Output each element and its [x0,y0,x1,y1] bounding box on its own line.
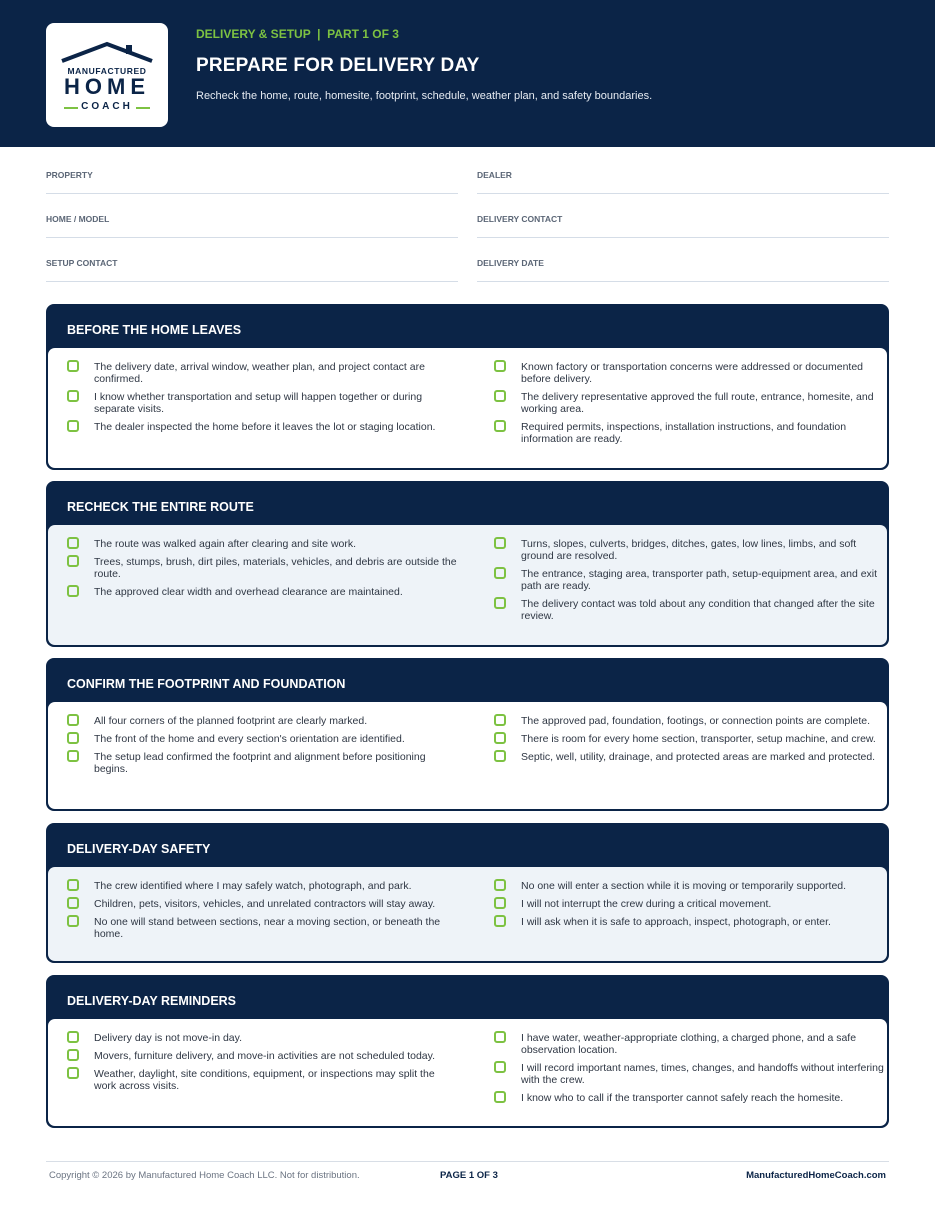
section-body [48,867,887,961]
checkbox-icon[interactable] [494,1061,506,1073]
setup-contact-label: SETUP CONTACT [46,258,118,268]
checklist-item-text: No one will stand between sections, near a moving section, or beneath the home. [94,916,441,940]
checklist-item-text: The approved pad, foundation, footings, or connection points are complete. [521,715,871,727]
checklist-item-text: The crew identified where I may safely watch, photograph, and park. [94,880,412,892]
section-delivery-day-reminders [46,975,889,1128]
checkbox-icon[interactable] [67,714,79,726]
checklist-item[interactable] [494,1062,886,1086]
section-title: RECHECK THE ENTIRE ROUTE [67,500,254,514]
checklist-item-text: Trees, stumps, brush, dirt piles, materials, vehicles, and debris are outside the route. [94,556,457,580]
checklist-item-text: The front of the home and every section's orientation are identified. [94,733,405,745]
checklist-left [67,538,457,604]
page-header [0,0,935,147]
checklist-right [494,361,886,451]
section-title: DELIVERY-DAY REMINDERS [67,994,237,1008]
checklist-item-text: Children, pets, visitors, vehicles, and unrelated contractors will stay away. [94,898,436,910]
footer-page-number: PAGE 1 OF 3 [440,1170,498,1181]
checkbox-icon[interactable] [67,390,79,402]
page-subtitle: Recheck the home, route, homesite, footprint, schedule, weather plan, and safety boundaries. [196,90,653,102]
checklist-item[interactable] [494,715,886,727]
checklist-item[interactable] [67,556,457,580]
checkbox-icon[interactable] [494,420,506,432]
checklist-left [67,361,457,439]
checkbox-icon[interactable] [67,750,79,762]
checklist-item[interactable] [67,391,457,415]
checklist-item[interactable] [494,898,886,910]
checkbox-icon[interactable] [494,879,506,891]
checklist-item[interactable] [67,880,457,892]
checklist-item-text: There is room for every home section, transporter, setup machine, and crew. [521,733,876,745]
checklist-item-text: Septic, well, utility, drainage, and protected areas are marked and protected. [521,751,876,763]
checklist-item[interactable] [67,586,457,598]
checklist-right [494,715,886,769]
checklist-item[interactable] [494,421,886,445]
checklist-item-text: The entrance, staging area, transporter path, setup-equipment area, and exit path are ready. [521,568,878,592]
footer-divider [46,1161,889,1162]
checklist-item[interactable] [67,421,457,433]
checklist-item[interactable] [67,1068,457,1092]
property-field[interactable] [46,170,458,194]
logo-text-coach: COACH [81,101,133,112]
section-delivery-day-safety [46,823,889,963]
checklist-item[interactable] [494,568,886,592]
checklist-item[interactable] [494,1032,886,1056]
checklist-item-text: All four corners of the planned footprint are clearly marked. [94,715,368,727]
section-body [48,1019,887,1126]
checklist-item-text: The setup lead confirmed the footprint and alignment before positioning begins. [94,751,426,775]
checklist-item-text: Movers, furniture delivery, and move-in activities are not scheduled today. [94,1050,436,1062]
section-body [48,525,887,645]
checkbox-icon[interactable] [67,879,79,891]
checklist-item[interactable] [67,916,457,940]
checkbox-icon[interactable] [494,1091,506,1103]
checklist-item[interactable] [494,598,886,622]
checkbox-icon[interactable] [494,915,506,927]
checklist-item[interactable] [494,391,886,415]
checklist-item[interactable] [494,538,886,562]
logo-text-manufactured: MANUFACTURED [67,66,147,76]
checklist-right [494,1032,886,1110]
checkbox-icon[interactable] [67,1067,79,1079]
checklist-item[interactable] [494,916,886,928]
checklist-item-text: The approved clear width and overhead clearance are maintained. [94,586,403,598]
property-label: PROPERTY [46,170,93,180]
checklist-item[interactable] [67,1032,457,1044]
checklist-item[interactable] [494,1092,886,1104]
checklist-item[interactable] [67,361,457,385]
checkbox-icon[interactable] [67,537,79,549]
checklist-item[interactable] [67,1050,457,1062]
checkbox-icon[interactable] [67,420,79,432]
footer-website-link[interactable]: ManufacturedHomeCoach.com [746,1170,886,1181]
section-title: CONFIRM THE FOOTPRINT AND FOUNDATION [67,677,346,691]
checklist-item-text: I know whether transportation and setup will happen together or during separate visits. [94,391,423,415]
checklist-item-text: Delivery day is not move-in day. [94,1032,243,1044]
delivery-contact-field[interactable] [477,214,889,238]
checkbox-icon[interactable] [494,714,506,726]
checkbox-icon[interactable] [494,750,506,762]
checklist-item-text: The delivery representative approved the full route, entrance, homesite, and working area. [521,391,874,415]
delivery-date-field[interactable] [477,258,889,282]
checklist-item-text: The delivery contact was told about any condition that changed after the site review. [521,598,875,622]
brand-logo [46,23,168,127]
logo-text-home: HOME [64,74,150,99]
checklist-right [494,538,886,628]
checklist-item-text: I know who to call if the transporter cannot safely reach the homesite. [521,1092,844,1104]
logo-dash-right [136,107,150,109]
checklist-item[interactable] [67,538,457,550]
checkbox-icon[interactable] [67,585,79,597]
setup-contact-field[interactable] [46,258,458,282]
house-roof-icon [60,41,154,63]
checklist-item-text: Known factory or transportation concerns were addressed or documented before delivery. [521,361,864,385]
checkbox-icon[interactable] [494,732,506,744]
section-title: BEFORE THE HOME LEAVES [67,323,242,337]
section-body [48,702,887,809]
checklist-item[interactable] [494,361,886,385]
checklist-item[interactable] [67,733,457,745]
home-model-field[interactable] [46,214,458,238]
checklist-item[interactable] [67,898,457,910]
section-footprint-foundation [46,658,889,811]
dealer-field[interactable] [477,170,889,194]
section-body [48,348,887,468]
dealer-label: DEALER [477,170,512,180]
checklist-item-text: I will ask when it is safe to approach, inspect, photograph, or enter. [521,916,831,928]
section-recheck-route [46,481,889,647]
section-before-home-leaves [46,304,889,470]
checklist-item-text: The delivery date, arrival window, weather plan, and project contact are confirmed. [94,361,425,385]
checkbox-icon[interactable] [67,1031,79,1043]
home-model-label: HOME / MODEL [46,214,110,224]
checkbox-icon[interactable] [494,897,506,909]
checklist-item-text: Weather, daylight, site conditions, equipment, or inspections may split the work across visits. [94,1068,435,1092]
page-title: PREPARE FOR DELIVERY DAY [196,55,480,76]
checklist-item[interactable] [494,733,886,745]
checkbox-icon[interactable] [67,897,79,909]
checkbox-icon[interactable] [494,360,506,372]
checklist-item-text: The route was walked again after clearing and site work. [94,538,357,550]
checklist-item-text: I have water, weather-appropriate clothing, a charged phone, and a safe observation location. [521,1032,857,1056]
checklist-left [67,715,457,781]
checklist-item[interactable] [67,751,457,775]
checklist-left [67,880,457,946]
checklist-item-text: Required permits, inspections, installation instructions, and foundation information are ready. [521,421,847,445]
checkbox-icon[interactable] [494,597,506,609]
footer-copyright: Copyright © 2026 by Manufactured Home Coach LLC. Not for distribution. [49,1170,360,1181]
checkbox-icon[interactable] [494,1031,506,1043]
checkbox-icon[interactable] [67,732,79,744]
checkbox-icon[interactable] [67,915,79,927]
checklist-right [494,880,886,934]
delivery-date-label: DELIVERY DATE [477,258,544,268]
checklist-item-text: I will record important names, times, changes, and handoffs without interfering with the crew. [521,1062,884,1086]
checklist-item[interactable] [494,751,886,763]
delivery-contact-label: DELIVERY CONTACT [477,214,563,224]
checkbox-icon[interactable] [67,555,79,567]
section-title: DELIVERY-DAY SAFETY [67,842,211,856]
checklist-item[interactable] [67,715,457,727]
checkbox-icon[interactable] [494,537,506,549]
checklist-item-text: Turns, slopes, culverts, bridges, ditches, gates, low lines, limbs, and soft ground are resolved. [521,538,857,562]
checklist-left [67,1032,457,1098]
checklist-item-text: The dealer inspected the home before it leaves the lot or staging location. [94,421,436,433]
checkbox-icon[interactable] [494,567,506,579]
checklist-item[interactable] [494,880,886,892]
checkbox-icon[interactable] [67,1049,79,1061]
checkbox-icon[interactable] [67,360,79,372]
header-eyebrow: DELIVERY & SETUP | PART 1 OF 3 [196,27,399,41]
checklist-item-text: No one will enter a section while it is moving or temporarily supported. [521,880,847,892]
checklist-item-text: I will not interrupt the crew during a critical movement. [521,898,772,910]
checkbox-icon[interactable] [494,390,506,402]
